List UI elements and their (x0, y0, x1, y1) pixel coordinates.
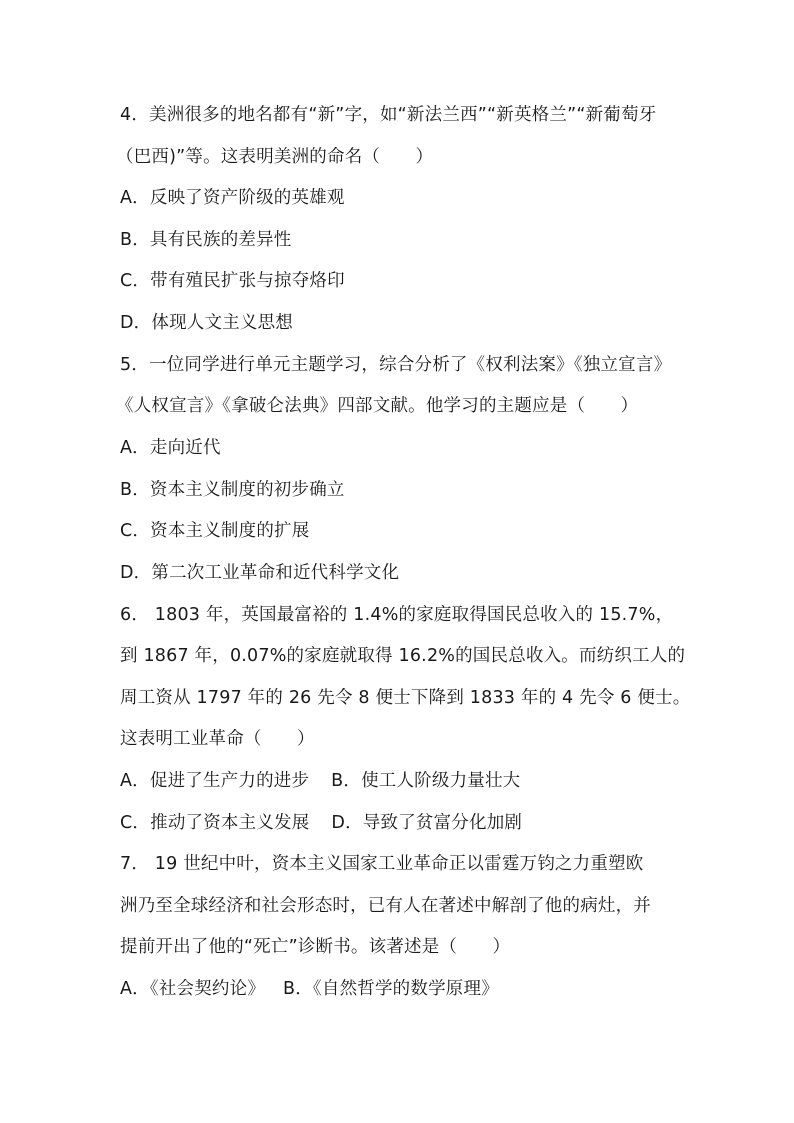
question-6-options-row-2 (120, 811, 522, 835)
question-4-option-c[interactable]: C．带有殖民扩张与掠夺烙印 (120, 271, 345, 291)
question-6-option-a[interactable]: A．促进了生产力的进步 (120, 771, 310, 791)
question-5-option-a[interactable]: A．走向近代 (120, 438, 221, 458)
question-5-line-2: 《人权宣言》《拿破仑法典》四部文献。他学习的主题应是（ ） (116, 396, 639, 416)
question-6-option-c[interactable]: C．推动了资本主义发展 (120, 813, 310, 833)
question-6-options-row-1 (120, 769, 520, 793)
question-7-option-b[interactable]: B．《自然哲学的数学原理》 (283, 979, 499, 999)
question-7-line-3: 提前开出了他的“死亡”诊断书。该著述是（ ） (120, 937, 511, 957)
question-6-line-4: 这表明工业革命（ ） (120, 729, 315, 749)
question-6-line-2: 到 1867 年，0.07%的家庭就取得 16.2%的国民总收入。而纺织工人的 (120, 646, 686, 666)
question-5-option-c[interactable]: C．资本主义制度的扩展 (120, 521, 310, 541)
question-7-line-2: 洲乃至全球经济和社会形态时，已有人在著述中解剖了他的病灶，并 (120, 896, 651, 916)
question-6-option-b[interactable]: B．使工人阶级力量壮大 (331, 771, 521, 791)
question-7-line-1: 7． 19 世纪中叶，资本主义国家工业革命正以雷霆万钧之力重塑欧 (120, 854, 644, 874)
question-7-option-a[interactable]: A．《社会契约论》 (120, 979, 266, 999)
question-6-line-1: 6． 1803 年，英国最富裕的 1.4%的家庭取得国民总收入的 15.7%， (120, 605, 674, 625)
question-4-option-d[interactable]: D．体现人文主义思想 (120, 313, 293, 333)
question-4-line-1: 4．美洲很多的地名都有“新”字，如“新法兰西”“新英格兰”“新葡萄牙 (120, 105, 657, 125)
question-4-line-2: （巴西)”等。这表明美洲的命名（ ） (116, 147, 434, 167)
question-7-options-row-1 (120, 977, 499, 1001)
question-5-line-1: 5．一位同学进行单元主题学习，综合分析了《权利法案》《独立宣言》 (120, 355, 672, 375)
question-5-option-b[interactable]: B．资本主义制度的初步确立 (120, 480, 345, 500)
question-5-option-d[interactable]: D．第二次工业革命和近代科学文化 (120, 563, 400, 583)
question-4-option-a[interactable]: A．反映了资产阶级的英雄观 (120, 188, 345, 208)
question-6-option-d[interactable]: D．导致了贫富分化加剧 (331, 813, 523, 833)
question-4-option-b[interactable]: B．具有民族的差异性 (120, 230, 292, 250)
question-6-line-3: 周工资从 1797 年的 26 先令 8 便士下降到 1833 年的 4 先令 6 便士。 (120, 688, 691, 708)
